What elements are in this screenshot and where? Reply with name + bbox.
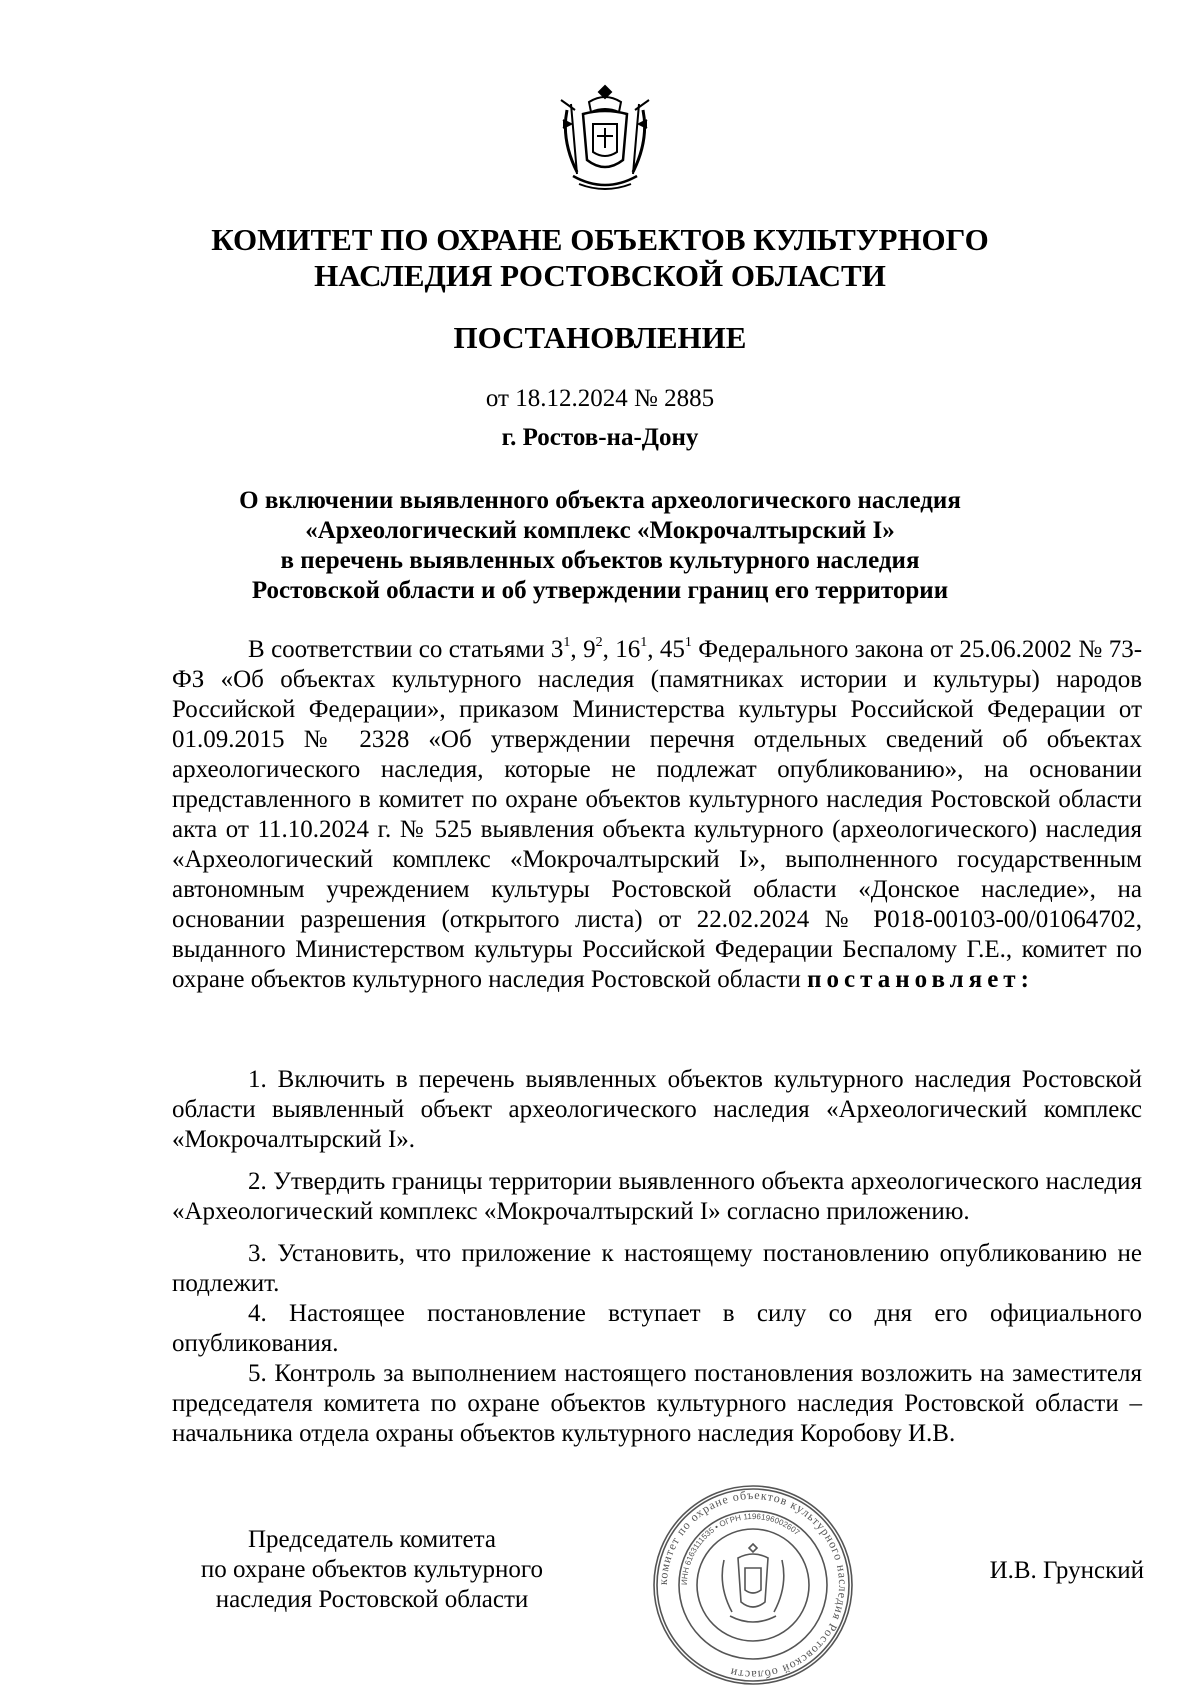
document-subject	[170, 486, 1030, 606]
preamble-text-2: , 9	[570, 636, 596, 663]
document-city: г. Ростов-на-Дону	[501, 424, 699, 451]
org-line-1: КОМИТЕТ ПО ОХРАНЕ ОБЪЕКТОВ КУЛЬТУРНОГО	[211, 222, 989, 257]
decree-item-2: 2. Утвердить границы территории выявленного объекта археологического наследия «Археологический комплекс «Мокрочалтырский I» согласно приложению.	[172, 1168, 1142, 1225]
signatory-title	[172, 1525, 572, 1615]
superscript-4: 1	[684, 634, 692, 650]
seal-outer-text: комитет по охране объектов культурного наследия Ростовской области	[655, 1487, 851, 1683]
official-seal-icon	[650, 1482, 856, 1688]
signatory-title-line-3: наследия Ростовской области	[215, 1586, 529, 1613]
decree-items	[172, 1065, 1142, 1449]
preamble-paragraph	[172, 635, 1142, 995]
superscript-1: 1	[563, 634, 571, 650]
superscript-3: 1	[640, 634, 648, 650]
org-line-2: НАСЛЕДИЯ РОСТОВСКОЙ ОБЛАСТИ	[314, 258, 886, 293]
subject-line-4: Ростовской области и об утверждении границ его территории	[251, 577, 949, 604]
preamble-text-1: В соответствии со статьями 3	[248, 636, 564, 663]
decree-item-1: 1. Включить в перечень выявленных объектов культурного наследия Ростовской области выявленный объект археологического наследия «Археологический комплекс «Мокрочалтырский I».	[172, 1066, 1142, 1153]
signatory-title-line-2: по охране объектов культурного	[200, 1556, 544, 1583]
preamble-text-5: Федерального закона от 25.06.2002 № 73-ФЗ «Об объектах культурного наследия (памятниках истории и культуры) народов Российской Федерации», приказом Министерства культуры Российской Федерации от 01.09.2015 № 2328 «Об утверждении перечня отдельных сведений об объектах археологического наследия, которые не подлежат опубликованию», на основании представленного в комитет по охране объектов культурного наследия Ростовской области акта от 11.10.2024 г. № 525 выявления объекта культурного (археологического) наследия «Археологический комплекс «Мокрочалтырский I», выполненного государственным автономным учреждением культуры Ростовской области «Донское наследие», на основании разрешения (открытого листа) от 22.02.2024 № Р018-00103-00/01064702, выданного Министерством культуры Российской Федерации Беспалому Г.Е., комитет по охране объектов культурного наследия Ростовской области	[172, 636, 1143, 993]
signatory-name: И.В. Грунский	[989, 1557, 1144, 1584]
preamble-text-3: , 16	[602, 636, 641, 663]
subject-line-2: «Археологический комплекс «Мокрочалтырский I»	[305, 517, 895, 544]
subject-line-3: в перечень выявленных объектов культурного наследия	[280, 547, 920, 574]
organization-name	[170, 222, 1030, 294]
subject-line-1: О включении выявленного объекта археологического наследия	[239, 487, 961, 514]
signatory-title-line-1: Председатель комитета	[248, 1526, 496, 1553]
coat-of-arms-icon	[553, 80, 657, 198]
decree-word: постановляет:	[807, 966, 1034, 993]
decree-item-5: 5. Контроль за выполнением настоящего постановления возложить на заместителя председателя комитета по охране объектов культурного наследия Ростовской области – начальника отдела охраны объектов культурного наследия Коробову И.В.	[172, 1360, 1142, 1447]
document-date-number: от 18.12.2024 № 2885	[485, 385, 715, 412]
decree-item-4: 4. Настоящее постановление вступает в силу со дня его официального опубликования.	[172, 1300, 1142, 1357]
seal-inner-text: ИНН 6163111535 • ОГРН 1196196002607	[679, 1511, 802, 1586]
decree-item-3: 3. Установить, что приложение к настоящему постановлению опубликованию не подлежит.	[172, 1240, 1142, 1297]
preamble-text-4: , 45	[647, 636, 685, 663]
superscript-2: 2	[595, 634, 603, 650]
preamble	[172, 635, 1142, 995]
document-type: ПОСТАНОВЛЕНИЕ	[453, 320, 747, 355]
